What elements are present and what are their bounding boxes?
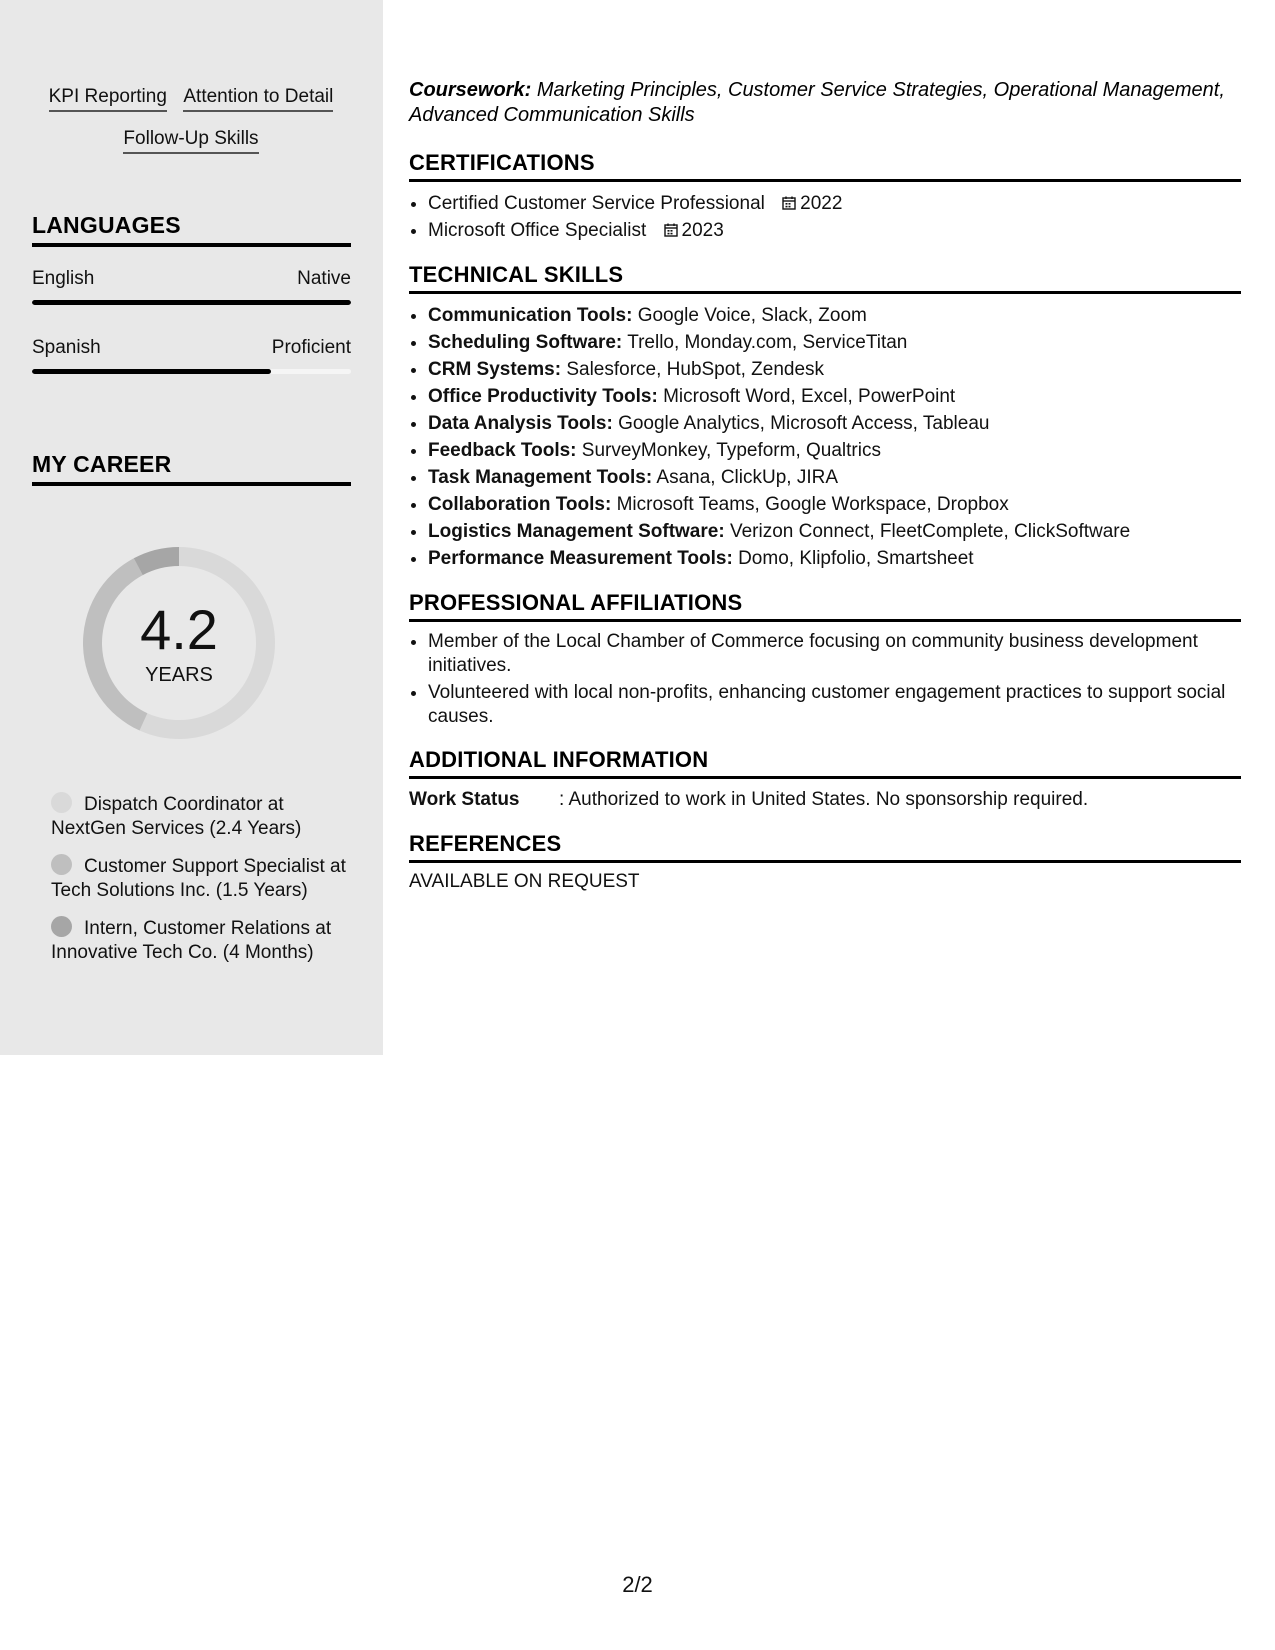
skill-value: SurveyMonkey, Typeform, Qualtrics bbox=[581, 440, 881, 461]
legend-dot bbox=[51, 854, 72, 875]
skill-value: Asana, ClickUp, JIRA bbox=[656, 467, 839, 488]
language-name: English bbox=[32, 268, 95, 289]
technical-skill-item bbox=[428, 410, 1241, 437]
certification-item bbox=[428, 190, 1241, 217]
references-heading: REFERENCES bbox=[409, 831, 1241, 863]
references-text: AVAILABLE ON REQUEST bbox=[409, 871, 640, 892]
skill-tag: Attention to Detail bbox=[183, 86, 333, 112]
technical-skill-item bbox=[428, 545, 1241, 572]
calendar-icon bbox=[664, 223, 678, 237]
career-item-text: Customer Support Specialist at Tech Solutions Inc. (1.5 Years) bbox=[51, 856, 346, 901]
affiliation-item: • Member of the Local Chamber of Commerce focusing on community business development initiatives. bbox=[428, 630, 1241, 678]
career-unit: YEARS bbox=[145, 664, 213, 686]
skill-value: Microsoft Word, Excel, PowerPoint bbox=[663, 386, 956, 407]
certification-item bbox=[428, 217, 1241, 244]
career-item bbox=[51, 916, 351, 965]
sidebar bbox=[0, 0, 383, 1055]
technical-skill-item bbox=[428, 518, 1241, 545]
skill-value: Microsoft Teams, Google Workspace, Dropbox bbox=[616, 494, 1009, 515]
skill-label: Feedback Tools: bbox=[428, 440, 577, 461]
technical-skill-item bbox=[428, 491, 1241, 518]
language-bar-fill bbox=[32, 300, 351, 305]
career-list bbox=[51, 792, 351, 978]
skill-value: Domo, Klipfolio, Smartsheet bbox=[738, 548, 974, 569]
career-total: 4.2 bbox=[140, 598, 218, 661]
skill-label: Scheduling Software: bbox=[428, 332, 623, 353]
language-bar-fill bbox=[32, 369, 271, 374]
skill-tag: Follow-Up Skills bbox=[123, 128, 258, 154]
skill-label: Office Productivity Tools: bbox=[428, 386, 658, 407]
technical-skill-item bbox=[428, 356, 1241, 383]
career-item-text: Intern, Customer Relations at Innovative Tech Co. (4 Months) bbox=[51, 918, 332, 963]
skill-tag: KPI Reporting bbox=[49, 86, 167, 112]
work-status-label: Work Status bbox=[409, 789, 520, 810]
page-number: 2/2 bbox=[622, 1572, 653, 1597]
language-row bbox=[32, 268, 351, 290]
technical-skill-item bbox=[428, 437, 1241, 464]
affiliation-item: • Volunteered with local non-profits, enhancing customer engagement practices to support social causes. bbox=[428, 681, 1241, 729]
coursework bbox=[409, 78, 1241, 128]
calendar-icon bbox=[782, 196, 796, 210]
coursework-text: Marketing Principles, Customer Service Strategies, Operational Management, Advanced Communication Skills bbox=[409, 79, 1225, 126]
additional-info-heading: ADDITIONAL INFORMATION bbox=[409, 747, 1241, 779]
skill-label: Communication Tools: bbox=[428, 305, 633, 326]
language-level: Native bbox=[297, 268, 351, 289]
technical-skill-item bbox=[428, 464, 1241, 491]
main-content bbox=[409, 78, 1241, 893]
skill-label: CRM Systems: bbox=[428, 359, 562, 380]
technical-skills-list bbox=[409, 302, 1241, 572]
work-status-row bbox=[409, 787, 1241, 813]
career-item bbox=[51, 854, 351, 903]
skill-value: Salesforce, HubSpot, Zendesk bbox=[566, 359, 825, 380]
certification-year: 2022 bbox=[800, 193, 843, 214]
legend-dot bbox=[51, 916, 72, 937]
career-item-text: Dispatch Coordinator at NextGen Services (2.4 Years) bbox=[51, 794, 302, 839]
legend-dot bbox=[51, 792, 72, 813]
certifications-heading: CERTIFICATIONS bbox=[409, 150, 1241, 182]
language-bar bbox=[32, 300, 351, 305]
career-item bbox=[51, 792, 351, 841]
skill-value: Verizon Connect, FleetComplete, ClickSoftware bbox=[729, 521, 1131, 542]
certification-year: 2023 bbox=[681, 220, 724, 241]
skill-label: Collaboration Tools: bbox=[428, 494, 612, 515]
technical-skill-item bbox=[428, 329, 1241, 356]
skill-label: Data Analysis Tools: bbox=[428, 413, 613, 434]
technical-skills-heading: TECHNICAL SKILLS bbox=[409, 262, 1241, 294]
skill-label: Logistics Management Software: bbox=[428, 521, 725, 542]
technical-skill-item bbox=[428, 302, 1241, 329]
language-name: Spanish bbox=[32, 337, 101, 358]
technical-skill-item bbox=[428, 383, 1241, 410]
skill-label: Performance Measurement Tools: bbox=[428, 548, 733, 569]
skill-value: Google Voice, Slack, Zoom bbox=[637, 305, 867, 326]
languages-heading: LANGUAGES bbox=[32, 212, 351, 247]
skill-value: Google Analytics, Microsoft Access, Tableau bbox=[618, 413, 990, 434]
coursework-label: Coursework: bbox=[409, 79, 532, 101]
skill-tags bbox=[20, 86, 362, 170]
certifications-list bbox=[409, 190, 1241, 244]
skill-label: Task Management Tools: bbox=[428, 467, 653, 488]
affiliations-heading: PROFESSIONAL AFFILIATIONS bbox=[409, 590, 1241, 622]
work-status-value: : Authorized to work in United States. No sponsorship required. bbox=[559, 789, 1089, 810]
language-level: Proficient bbox=[271, 337, 351, 358]
affiliations-list bbox=[409, 630, 1241, 729]
language-row bbox=[32, 337, 351, 359]
certification-name: Microsoft Office Specialist bbox=[428, 220, 647, 241]
skill-value: Trello, Monday.com, ServiceTitan bbox=[627, 332, 908, 353]
language-bar bbox=[32, 369, 351, 374]
certification-name: Certified Customer Service Professional bbox=[428, 193, 765, 214]
career-heading: MY CAREER bbox=[32, 451, 351, 486]
